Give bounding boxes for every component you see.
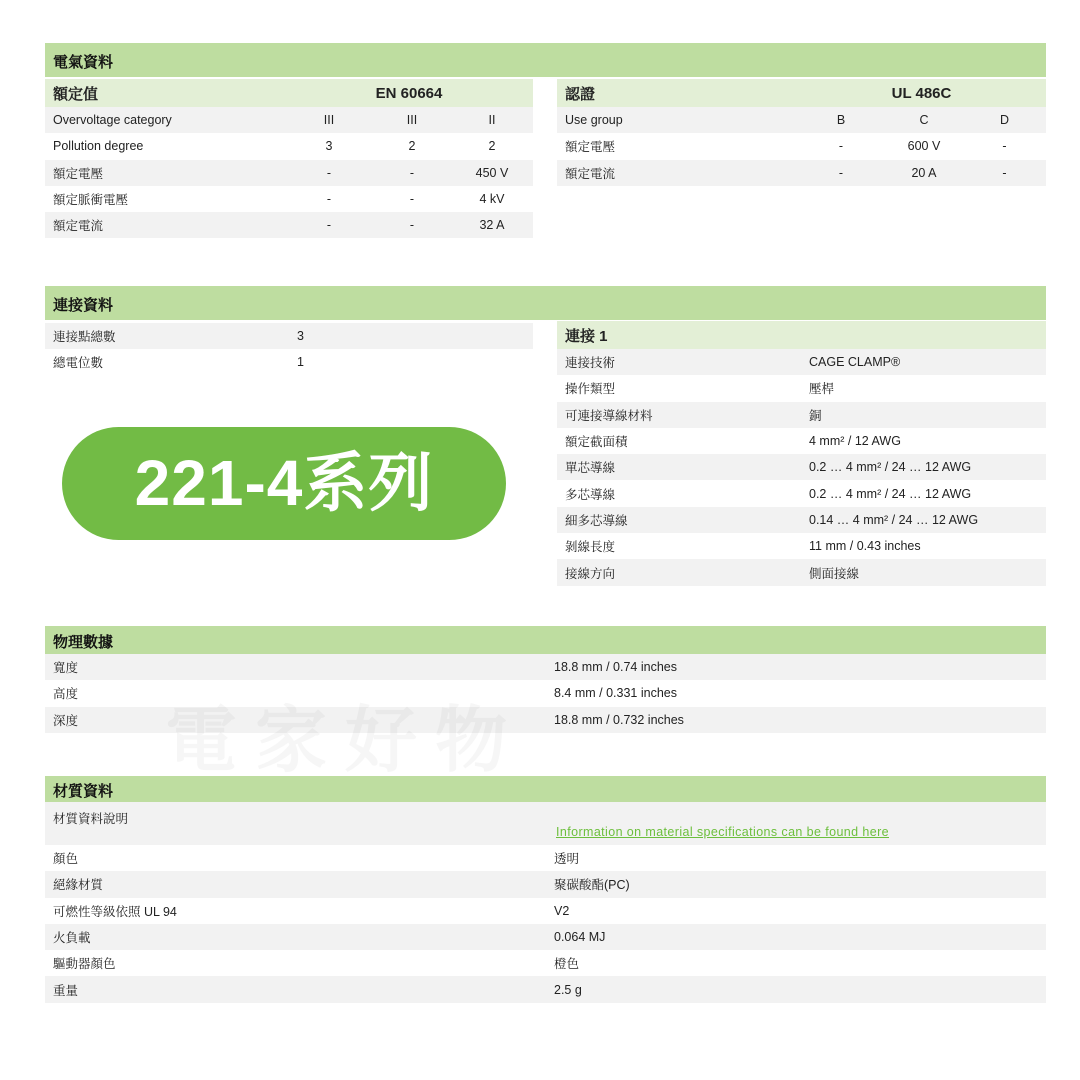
cert-value: B [836, 113, 846, 128]
rated-row [45, 160, 533, 186]
conn1-row [557, 507, 1046, 533]
material-row [45, 871, 1046, 897]
material-row [45, 976, 1046, 1002]
section-physical-title: 物理數據 [45, 626, 1046, 654]
rated-value: - [326, 192, 332, 207]
rated-header-row [45, 79, 533, 107]
cert-value: - [838, 139, 844, 154]
rated-value: 2 [408, 139, 416, 154]
conn1-row [557, 480, 1046, 506]
conn1-value: 壓桿 [809, 382, 835, 397]
conn1-header: 連接 1 [565, 327, 608, 345]
material-value: V2 [554, 903, 570, 918]
material-spec-link[interactable]: Information on material specifications can be found here [556, 825, 889, 839]
cert-value: - [1002, 165, 1007, 180]
section-electrical-title: 電氣資料 [45, 43, 1046, 77]
conn1-label: 可連接導線材料 [565, 408, 653, 423]
conn1-value: 側面接線 [809, 566, 860, 581]
cert-row [557, 107, 1046, 133]
cert-table [557, 79, 1046, 186]
material-label: 重量 [53, 983, 79, 998]
material-row [45, 924, 1046, 950]
physical-value: 18.8 mm / 0.732 inches [554, 712, 684, 727]
conn1-label: 剝線長度 [565, 540, 616, 555]
watermark [165, 682, 525, 786]
material-desc-row [45, 802, 1046, 845]
conn1-row [557, 454, 1046, 480]
material-label: 可燃性等級依照 UL 94 [53, 904, 177, 919]
rated-header: 額定值 [53, 85, 99, 103]
physical-row [45, 654, 1046, 680]
material-value: 0.064 MJ [554, 930, 606, 945]
conn1-row [557, 402, 1046, 428]
rated-value: - [326, 218, 332, 233]
conn-summary-row [45, 349, 533, 375]
material-desc-label: 材質資料說明 [53, 812, 129, 826]
conn1-value: 0.2 … 4 mm² / 24 … 12 AWG [809, 460, 972, 475]
material-row [45, 950, 1046, 976]
cert-value: C [919, 113, 929, 128]
cert-standard: UL 486C [891, 84, 952, 102]
cert-header: 認證 [565, 85, 596, 103]
material-desc-cell [548, 825, 889, 839]
material-label: 驅動器顏色 [53, 957, 116, 972]
conn-summary-label: 總電位數 [53, 356, 104, 371]
conn-summary-label: 連接點總數 [53, 330, 116, 345]
rated-value: III [323, 113, 335, 128]
rated-value: III [406, 113, 418, 128]
rated-value: 450 V [475, 165, 509, 180]
rated-label: 額定脈衝電壓 [53, 193, 129, 208]
rated-value: 3 [325, 139, 333, 154]
rated-label: Pollution degree [53, 139, 144, 154]
physical-value: 18.8 mm / 0.74 inches [554, 660, 677, 675]
rated-row [45, 186, 533, 212]
conn1-value: 4 mm² / 12 AWG [809, 434, 901, 449]
cert-value: 600 V [907, 139, 941, 154]
conn1-value: 0.14 … 4 mm² / 24 … 12 AWG [809, 512, 979, 527]
conn1-label: 單芯導線 [565, 461, 616, 476]
rated-value: II [488, 113, 496, 128]
material-table [45, 802, 1046, 1003]
rated-label: 額定電壓 [53, 166, 104, 181]
cert-value: 20 A [911, 165, 937, 180]
conn-summary-value: 3 [297, 329, 304, 344]
conn1-label: 接線方向 [565, 566, 616, 581]
conn1-row [557, 559, 1046, 585]
cert-value: D [999, 113, 1010, 128]
material-row [45, 898, 1046, 924]
physical-label: 深度 [53, 713, 79, 728]
section-material-title: 材質資料 [45, 776, 1046, 802]
rated-values-table [45, 79, 533, 238]
material-label: 絕緣材質 [53, 878, 104, 893]
cert-value: - [1002, 139, 1007, 154]
material-value: 2.5 g [554, 982, 582, 997]
conn1-label: 連接技術 [565, 356, 616, 371]
rated-value: - [409, 165, 415, 180]
conn1-label: 額定截面積 [565, 435, 628, 450]
section-connection-title: 連接資料 [45, 286, 1046, 320]
cert-label: Use group [565, 113, 623, 128]
rated-row [45, 212, 533, 238]
conn1-row [557, 375, 1046, 401]
cert-row [557, 133, 1046, 159]
physical-value: 8.4 mm / 0.331 inches [554, 686, 677, 701]
rated-value: - [326, 165, 332, 180]
rated-row [45, 107, 533, 133]
cert-row [557, 160, 1046, 186]
conn1-label: 多芯導線 [565, 487, 616, 502]
material-label: 顏色 [53, 852, 79, 867]
cert-header-row [557, 79, 1046, 107]
material-value: 透明 [554, 852, 580, 867]
series-badge: 221-4系列 [62, 427, 506, 540]
conn1-value: CAGE CLAMP® [809, 355, 901, 370]
rated-value: 4 kV [479, 192, 505, 207]
cert-label: 額定電流 [565, 166, 616, 181]
conn1-header-row [557, 321, 1046, 349]
material-row [45, 845, 1046, 871]
conn1-row [557, 533, 1046, 559]
conn1-value: 銅 [809, 408, 822, 423]
rated-label: 額定電流 [53, 219, 104, 234]
conn1-row [557, 349, 1046, 375]
rated-standard: EN 60664 [375, 84, 443, 102]
rated-value: 2 [488, 139, 496, 154]
conn1-label: 操作類型 [565, 382, 616, 397]
physical-label: 高度 [53, 687, 79, 702]
connection-1-table [557, 321, 1046, 586]
rated-value: 32 A [479, 218, 505, 233]
cert-label: 額定電壓 [565, 140, 616, 155]
rated-label: Overvoltage category [53, 113, 172, 128]
conn-summary-value: 1 [297, 355, 304, 370]
connection-summary-table [45, 323, 533, 376]
conn-summary-row [45, 323, 533, 349]
conn1-value: 11 mm / 0.43 inches [809, 539, 921, 554]
physical-label: 寬度 [53, 661, 79, 676]
conn1-value: 0.2 … 4 mm² / 24 … 12 AWG [809, 486, 972, 501]
rated-row [45, 133, 533, 159]
material-value: 聚碳酸酯(PC) [554, 878, 630, 893]
rated-value: - [409, 218, 415, 233]
material-value: 橙色 [554, 957, 580, 972]
rated-value: - [409, 192, 415, 207]
conn1-label: 細多芯導線 [565, 513, 628, 528]
cert-value: - [838, 165, 844, 180]
conn1-row [557, 428, 1046, 454]
material-label: 火負載 [53, 931, 91, 946]
